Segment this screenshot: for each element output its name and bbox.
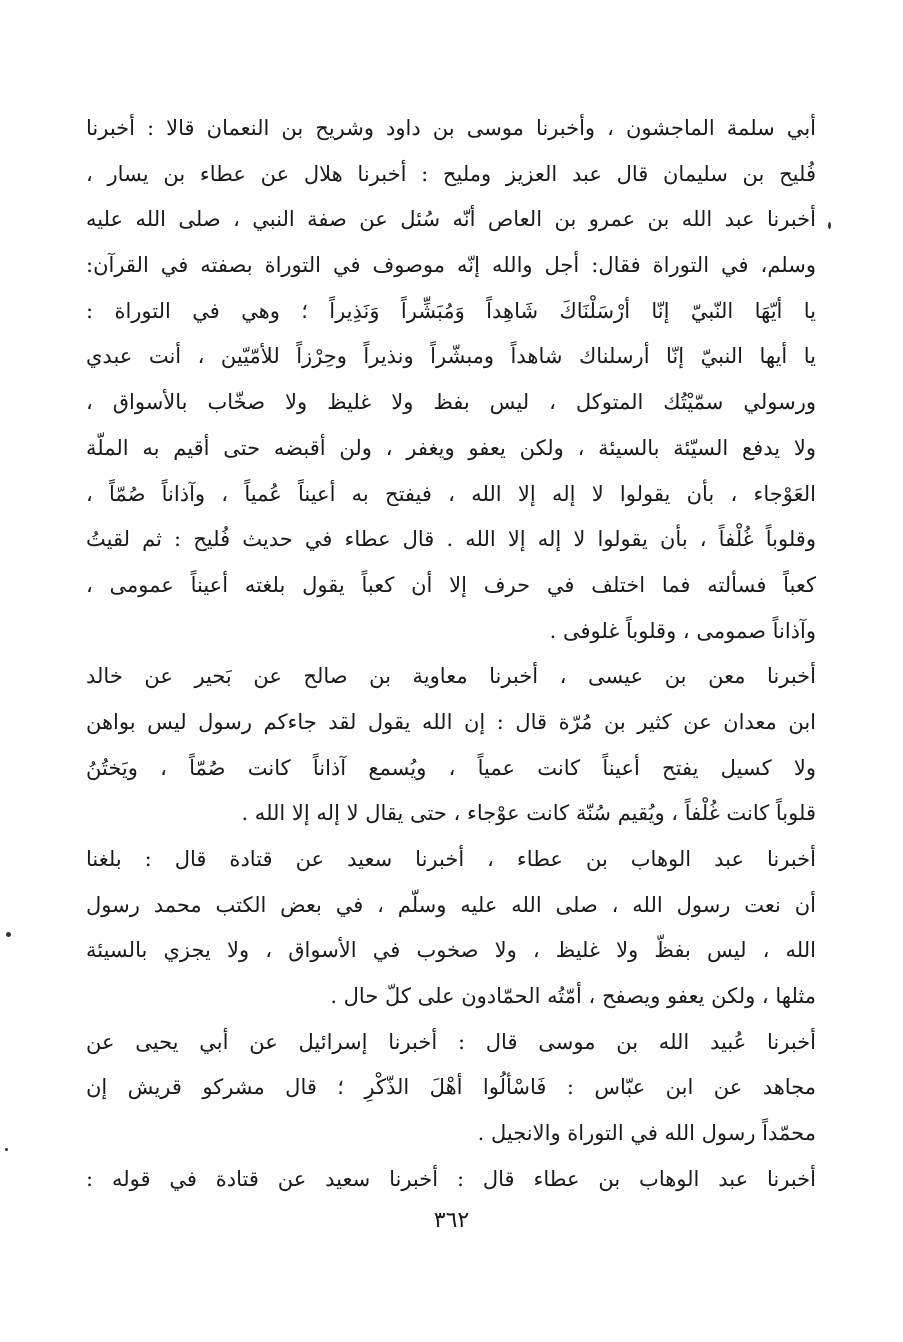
text-line: فُليح بن سليمان قال عبد العزيز ومليح : أخبرنا هلال عن عطاء بن يسار ،	[86, 161, 816, 186]
text-line: أخبرنا عُبيد الله بن موسى قال : أخبرنا إسرائيل عن أبي يحيى عن	[86, 1029, 816, 1054]
text-line: يا أيها النبيّ إنّا أرسلناك شاهداً ومبشّراً ونذيراً وحِرْزاً للأمّيّين ، أنت عبدي	[86, 344, 816, 369]
text-line: وقلوباً غُلْفاً ، بأن يقولوا لا إله إلا الله . قال عطاء في حديث فُليح : ثم لقيتُ	[86, 527, 816, 552]
scan-speck	[6, 932, 11, 937]
text-line: كعباً فسألته فما اختلف في حرف إلا أن كعباً يقول بلغته أعيناً عمومى ،	[86, 572, 816, 597]
text-line: ولا يدفع السيّئة بالسيئة ، ولكن يعفو ويغفر ، ولن أقبضه حتى أقيم به الملّة	[86, 435, 816, 460]
text-line: ابن معدان عن كثير بن مُرّة قال : إن الله يقول لقد جاءكم رسول ليس بواهن	[86, 709, 816, 734]
scan-speck	[5, 1148, 8, 1151]
text-line: العَوْجاء ، بأن يقولوا لا إله إلا الله ، فيفتح به أعيناً عُمياً ، وآذاناً صُمّاً ،	[86, 481, 816, 506]
text-line: أخبرنا عبد الوهاب بن عطاء قال : أخبرنا سعيد عن قتادة في قوله :	[86, 1166, 816, 1191]
page-number: ٣٦٢	[433, 1208, 470, 1233]
text-line: وسلم، في التوراة فقال: أجل والله إنّه موصوف في التوراة بصفته في القرآن:	[86, 253, 816, 278]
text-line: ولا كسيل يفتح أعيناً كانت عمياً ، ويُسمع آذاناً كانت صُمّاً ، ويَختُنُ	[86, 755, 816, 780]
text-line: أن نعت رسول الله ، صلى الله عليه وسلّم ، في بعض الكتب محمد رسول	[86, 892, 816, 917]
text-line: أخبرنا عبد الله بن عمرو بن العاص أنّه سُئل عن صفة النبي ، صلى الله عليه	[86, 207, 816, 232]
text-line: مجاهد عن ابن عبّاس : فَاسْألُوا أهْلَ الذّكْرِ ؛ قال مشركو قريش إن	[86, 1075, 816, 1100]
text-line: أخبرنا معن بن عيسى ، أخبرنا معاوية بن صالح عن بَحير عن خالد	[86, 664, 816, 689]
text-line: أخبرنا عبد الوهاب بن عطاء ، أخبرنا سعيد عن قتادة قال : بلغنا	[86, 847, 816, 871]
text-line: مثلها ، ولكن يعفو ويصفح ، أمّتُه الحمّادون على كلّ حال .	[330, 984, 816, 1009]
text-line: محمّداً رسول الله في التوراة والانجيل .	[477, 1121, 816, 1146]
text-line: يا أيّهَا النّبيّ إنّا أرْسَلْنَاكَ شَاهِداً وَمُبَشِّراً وَنَذِيراً ؛ وهي في التوراة :	[86, 298, 816, 323]
scan-speck	[828, 222, 831, 229]
text-line: الله ، ليس بفظّ ولا غليظ ، ولا صخوب في الأسواق ، ولا يجزي بالسيئة	[86, 938, 816, 963]
text-line: وآذاناً صمومى ، وقلوباً غلوفى .	[549, 618, 816, 643]
body-text	[86, 106, 816, 1203]
text-line: ورسولي سمّيْتُك المتوكل ، ليس بفظ ولا غليظ ولا صخّاب بالأسواق ،	[86, 390, 816, 415]
text-line: قلوباً كانت غُلْفاً ، ويُقيم سُنّة كانت عوْجاء ، حتى يقال لا إله إلا الله .	[241, 801, 816, 826]
text-line: أبي سلمة الماجشون ، وأخبرنا موسى بن داود وشريح بن النعمان قالا : أخبرنا	[86, 116, 816, 140]
